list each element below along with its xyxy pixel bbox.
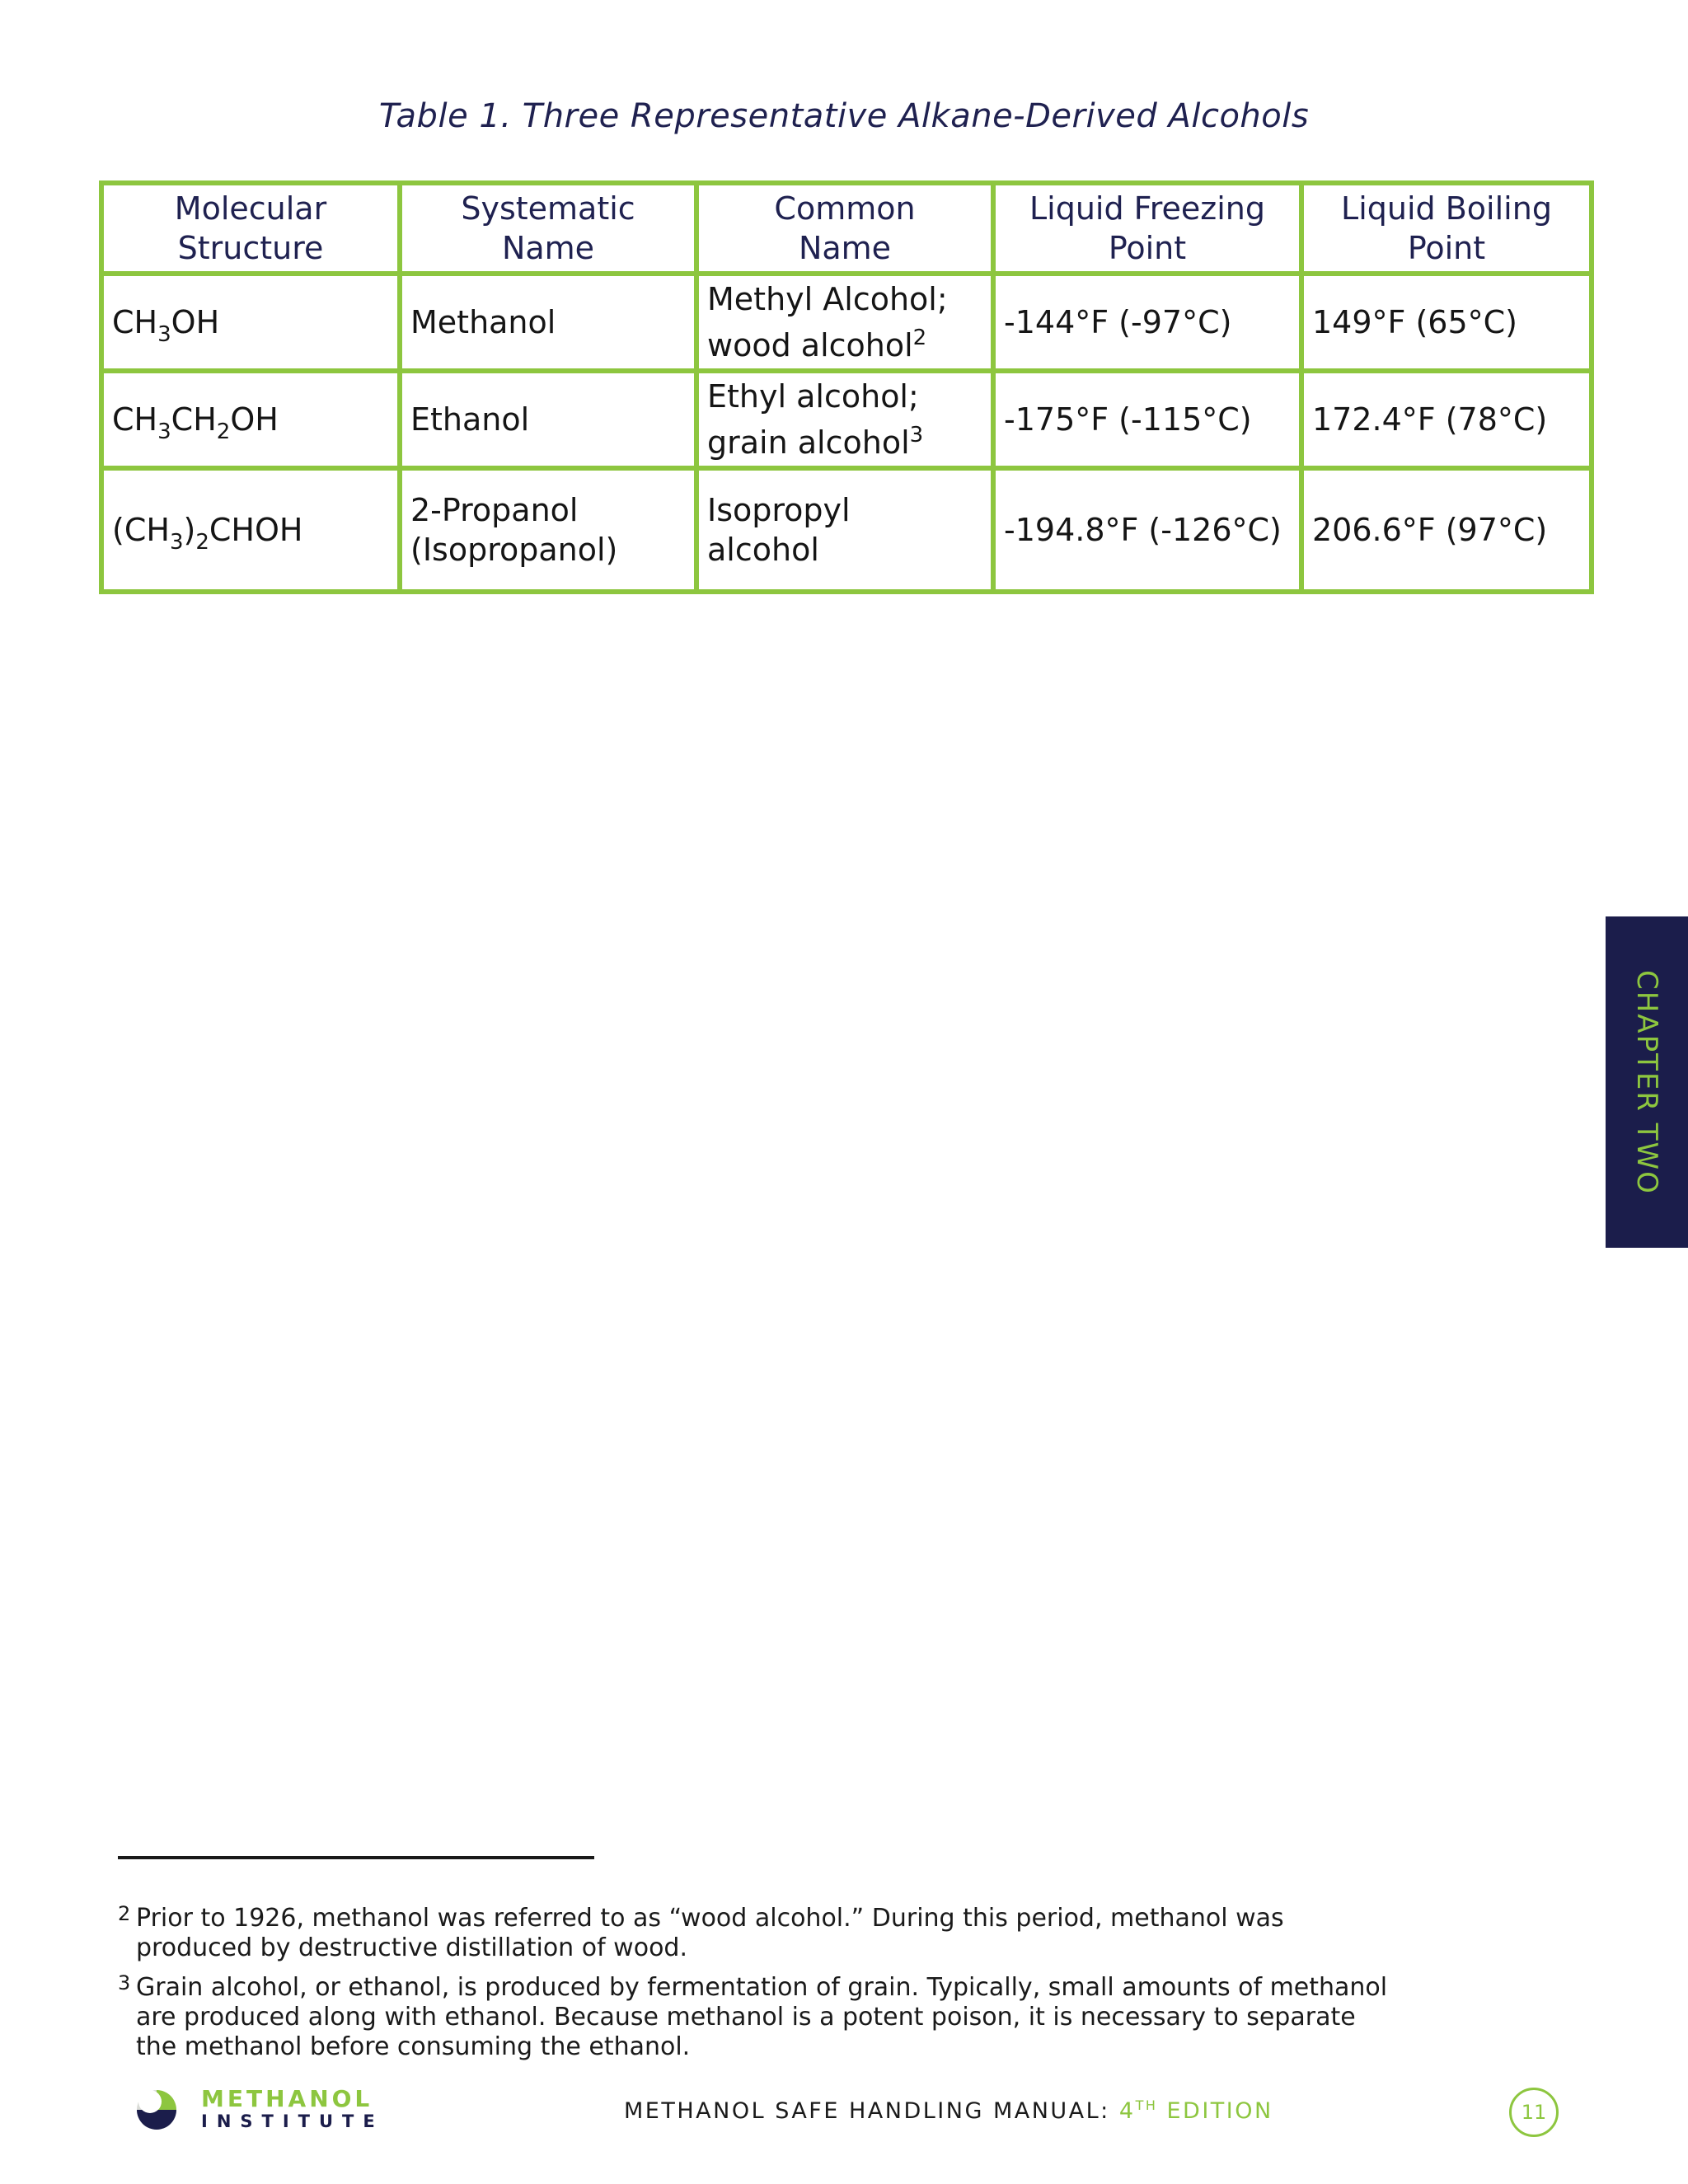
- header-freezing-point: Liquid Freezing Point: [993, 183, 1301, 274]
- footnote: [118, 1973, 1404, 2062]
- footnote-text: Grain alcohol, or ethanol, is produced by fermentation of grain. Typically, small amounts of methanol are produced along with ethanol. Because methanol is a potent poison, it is necessary to separate the methanol before consuming the ethanol.: [136, 1973, 1388, 2061]
- header-molecular-structure: Molecular Structure: [101, 183, 400, 274]
- chapter-label: CHAPTER TWO: [1630, 969, 1663, 1195]
- footnote-marker: 3: [118, 1971, 131, 1994]
- table-row: [101, 468, 1592, 592]
- footnote: [118, 1904, 1404, 1963]
- common-name-cell: Ethyl alcohol; grain alcohol$^3$: [696, 371, 993, 468]
- methanol-institute-logo-icon: [132, 2085, 181, 2131]
- freezing-point-cell: -175°F (-115°C): [993, 371, 1301, 468]
- table-row: [101, 274, 1592, 371]
- freezing-point-cell: -194.8°F (-126°C): [993, 468, 1301, 592]
- freezing-point-cell: -144°F (-97°C): [993, 274, 1301, 371]
- systematic-name-cell: Methanol: [400, 274, 696, 371]
- footnote-ref: 2: [912, 326, 927, 350]
- boiling-point-cell: 206.6°F (97°C): [1301, 468, 1592, 592]
- common-name-cell: Methyl Alcohol; wood alcohol$^2$: [696, 274, 993, 371]
- header-common-name: Common Name: [696, 183, 993, 274]
- page-number: 11: [1509, 2088, 1559, 2137]
- table-row: [101, 371, 1592, 468]
- systematic-name-cell: 2-Propanol (Isopropanol): [400, 468, 696, 592]
- systematic-name-cell: Ethanol: [400, 371, 696, 468]
- table-caption: Table 1. Three Representative Alkane-Derived Alcohols: [378, 97, 1310, 135]
- boiling-point-cell: 172.4°F (78°C): [1301, 371, 1592, 468]
- logo-name: METHANOL: [201, 2085, 373, 2112]
- edition-label: 4TH EDITION: [1118, 2097, 1273, 2124]
- chapter-side-tab: [1606, 916, 1688, 1248]
- methanol-institute-logo: [132, 2083, 384, 2133]
- formula-cell: $CH_3OH$: [101, 274, 400, 371]
- formula-cell: $(CH_3)_2CHOH$: [101, 468, 400, 592]
- footer-title: METHANOL SAFE HANDLING MANUAL: 4TH EDITION: [624, 2097, 1273, 2124]
- boiling-point-cell: 149°F (65°C): [1301, 274, 1592, 371]
- formula-cell: $CH_3CH_2OH$: [101, 371, 400, 468]
- alcohols-table: [99, 180, 1594, 594]
- footnote-ref: 3: [909, 423, 924, 448]
- footnote-divider: [118, 1856, 594, 1859]
- footnote-text: Prior to 1926, methanol was referred to as “wood alcohol.” During this period, methanol was produced by destructive distillation of wood.: [136, 1904, 1284, 1962]
- common-name-cell: Isopropyl alcohol: [696, 468, 993, 592]
- footnote-marker: 2: [118, 1902, 131, 1925]
- logo-subtitle: INSTITUTE: [201, 2111, 384, 2131]
- table-header-row: [101, 183, 1592, 274]
- header-boiling-point: Liquid Boiling Point: [1301, 183, 1592, 274]
- header-systematic-name: Systematic Name: [400, 183, 696, 274]
